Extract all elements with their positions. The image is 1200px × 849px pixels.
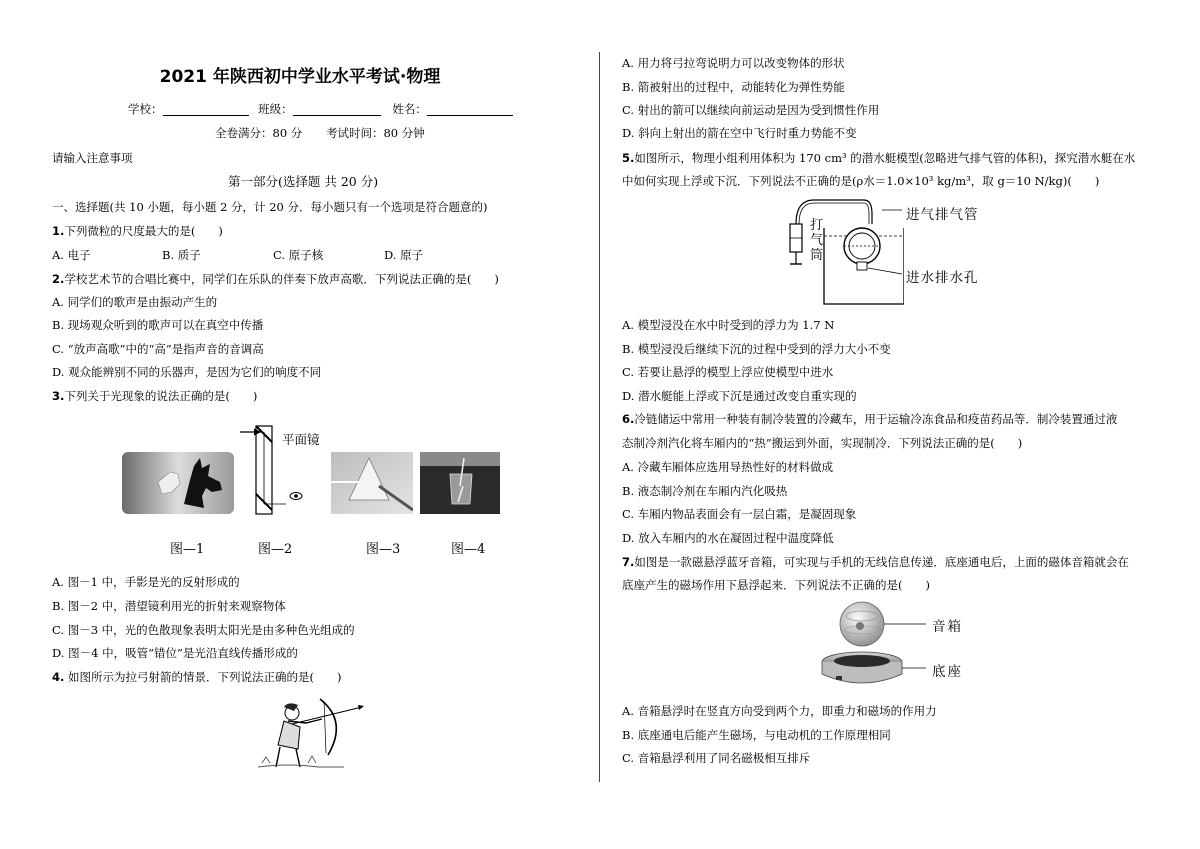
q3-stem: 下列关于光现象的说法正确的是( ) xyxy=(64,389,258,403)
hole-label: 进水排水孔 xyxy=(906,270,979,286)
fig2-caption: 图—2 xyxy=(258,542,293,557)
q7-option-c: C. 音箱悬浮利用了同名磁极相互排斥 xyxy=(622,751,811,765)
q3-option-d: D. 图－4 中，吸管“错位”是光沿直线传播形成的 xyxy=(52,646,298,660)
q1-stem: 下列微粒的尺度最大的是( ) xyxy=(64,224,223,238)
section1-instruction: 一、选择题(共 10 小题，每小题 2 分，计 20 分．每小题只有一个选项是符合题意的) xyxy=(52,200,488,214)
fig1-caption: 图—1 xyxy=(170,542,205,557)
q4-stem: 如图所示为拉弓射箭的情景．下列说法正确的是( ) xyxy=(64,670,342,684)
school-label: 学校： xyxy=(128,102,163,116)
q3-option-a: A. 图－1 中，手影是光的反射形成的 xyxy=(52,575,240,589)
q7-stem-2: 底座产生的磁场作用下悬浮起来．下列说法不正确的是( ) xyxy=(622,578,930,592)
q6-stem-2: 态制冷剂汽化将车厢内的“热”搬运到外面，实现制冷．下列说法正确的是( ) xyxy=(622,436,1023,450)
q7-stem-line1 xyxy=(622,555,1129,569)
class-label: 班级： xyxy=(258,102,293,116)
q5-stem-1: 如图所示，物理小组利用体积为 170 cm³ 的潜水艇模型(忽略进气排气管的体积)，探究潜水艇在水 xyxy=(634,151,1136,165)
fig4-caption: 图—4 xyxy=(451,542,486,557)
q3-stem-line xyxy=(52,389,257,403)
q7-option-b: B. 底座通电后能产生磁场，与电动机的工作原理相同 xyxy=(622,728,891,742)
pipe-label: 进气排气管 xyxy=(906,207,979,223)
fig3-caption: 图—3 xyxy=(366,542,401,557)
column-divider xyxy=(599,52,600,782)
time-info: 考试时间：80 分钟 xyxy=(325,126,425,140)
q1-number: 1. xyxy=(52,224,65,238)
name-field[interactable] xyxy=(427,104,513,116)
q5-option-c: C. 若要让悬浮的模型上浮应使模型中进水 xyxy=(622,365,834,379)
q4-option-c: C. 射出的箭可以继续向前运动是因为受到惯性作用 xyxy=(622,103,880,117)
q5-option-a: A. 模型浸没在水中时受到的浮力为 1.7 N xyxy=(622,318,835,332)
q1-option-c: C. 原子核 xyxy=(273,248,324,262)
base-label: 底座 xyxy=(932,664,963,680)
q1-option-d: D. 原子 xyxy=(384,248,424,262)
q4-option-d: D. 斜向上射出的箭在空中飞行时重力势能不变 xyxy=(622,126,857,140)
q4-option-a: A. 用力将弓拉弯说明力可以改变物体的形状 xyxy=(622,56,845,70)
speaker-label: 音箱 xyxy=(932,619,963,635)
q3-number: 3. xyxy=(52,389,65,403)
prism-figure xyxy=(331,452,413,514)
class-field[interactable] xyxy=(293,104,381,116)
score-info: 全卷满分：80 分 xyxy=(215,126,303,140)
section1-title: 第一部分(选择题 共 20 分) xyxy=(228,174,379,189)
q2-option-a: A. 同学们的歌声是由振动产生的 xyxy=(52,295,218,309)
q3-option-c: C. 图－3 中，光的色散现象表明太阳光是由多种色光组成的 xyxy=(52,623,355,637)
q6-number: 6. xyxy=(622,412,635,426)
maglev-speaker-figure xyxy=(818,600,928,694)
archer-figure xyxy=(258,693,364,773)
school-field[interactable] xyxy=(163,104,249,116)
q1-option-a: A. 电子 xyxy=(52,248,91,262)
q6-option-b: B. 液态制冷剂在车厢内汽化吸热 xyxy=(622,484,788,498)
pump-label: 打气筒 xyxy=(810,218,824,263)
q5-option-b: B. 模型浸没后继续下沉的过程中受到的浮力大小不变 xyxy=(622,342,891,356)
q2-stem-line xyxy=(52,272,499,286)
hand-shadow-figure xyxy=(122,452,234,514)
score-info-line xyxy=(215,126,425,140)
q6-option-a: A. 冷藏车厢体应选用导热性好的材料做成 xyxy=(622,460,834,474)
straw-glass-figure xyxy=(420,452,500,514)
q2-stem: 学校艺术节的合唱比赛中，同学们在乐队的伴奏下放声高歌．下列说法正确的是( ) xyxy=(64,272,499,286)
q1-stem-line xyxy=(52,224,223,238)
mirror-label: 平面镜 xyxy=(282,432,320,447)
submarine-figure xyxy=(784,194,904,306)
q7-stem-1: 如图是一款磁悬浮蓝牙音箱，可实现与手机的无线信息传递．底座通电后，上面的磁体音箱就会在 xyxy=(634,555,1129,569)
q4-option-b: B. 箭被射出的过程中，动能转化为弹性势能 xyxy=(622,80,845,94)
q6-stem-line1 xyxy=(622,412,1117,426)
notes-text: 请输入注意事项 xyxy=(52,151,133,165)
q2-option-b: B. 现场观众听到的歌声可以在真空中传播 xyxy=(52,318,264,332)
q4-number: 4. xyxy=(52,670,65,684)
q5-stem-2: 中如何实现上浮或下沉．下列说法不正确的是(ρ水＝1.0×10³ kg/m³，取 g＝10 N/kg)( ) xyxy=(622,174,1100,188)
info-line xyxy=(128,102,513,116)
q7-option-a: A. 音箱悬浮时在竖直方向受到两个力，即重力和磁场的作用力 xyxy=(622,704,937,718)
q6-stem-1: 冷链储运中常用一种装有制冷装置的冷藏车，用于运输冷冻食品和疫苗药品等．制冷装置通过液 xyxy=(634,412,1118,426)
q2-option-d: D. 观众能辨别不同的乐器声，是因为它们的响度不同 xyxy=(52,365,322,379)
q4-stem-line xyxy=(52,670,342,684)
q7-number: 7. xyxy=(622,555,635,569)
q2-number: 2. xyxy=(52,272,65,286)
q6-option-c: C. 车厢内物品表面会有一层白霜，是凝固现象 xyxy=(622,507,857,521)
exam-title: 2021 年陕西初中学业水平考试·物理 xyxy=(159,67,441,87)
q5-number: 5. xyxy=(622,151,635,165)
q6-option-d: D. 放入车厢内的水在凝固过程中温度降低 xyxy=(622,531,834,545)
q1-option-b: B. 质子 xyxy=(162,248,201,262)
q5-stem-line1 xyxy=(622,151,1135,165)
q2-option-c: C. “放声高歌”中的“高”是指声音的音调高 xyxy=(52,342,264,356)
q5-option-d: D. 潜水艇能上浮或下沉是通过改变自重实现的 xyxy=(622,389,857,403)
q3-option-b: B. 图－2 中，潜望镜利用光的折射来观察物体 xyxy=(52,599,286,613)
name-label: 姓名： xyxy=(392,102,427,116)
